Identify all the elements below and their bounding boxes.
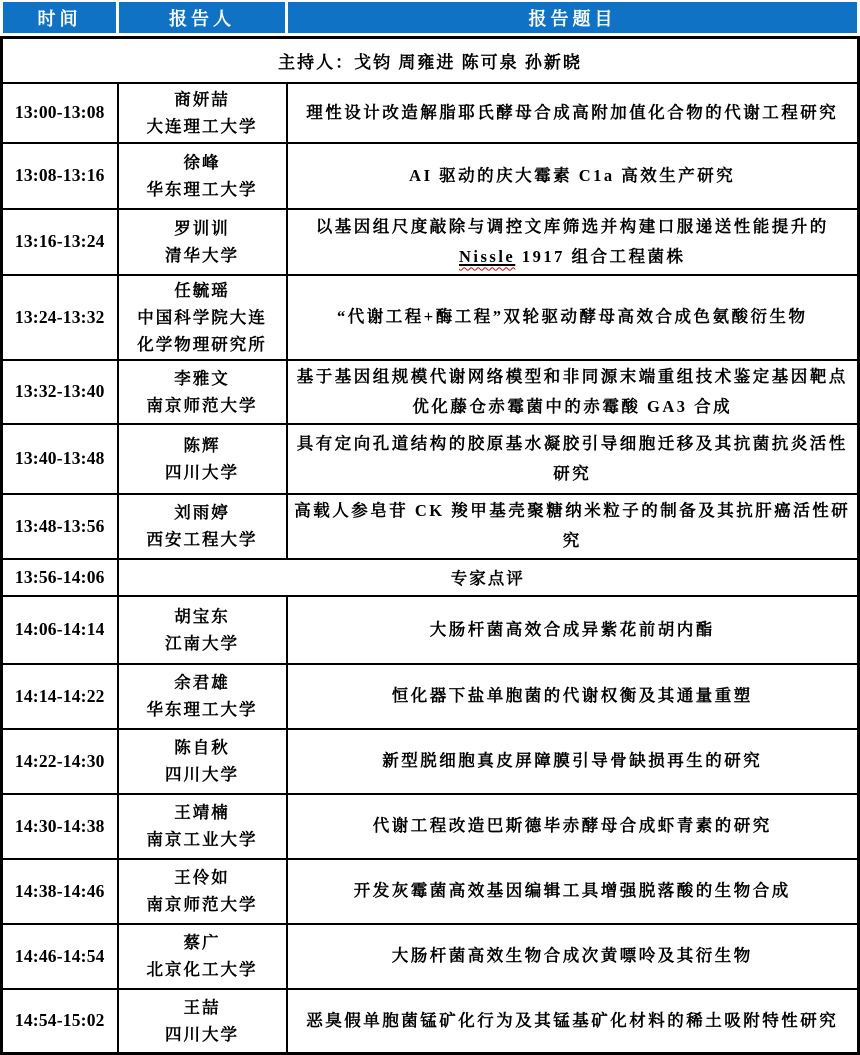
speaker-affiliation: 大连理工大学 bbox=[146, 116, 258, 136]
title-cell: 高载人参皂苷 CK 羧甲基壳聚糖纳米粒子的制备及其抗肝癌活性研究 bbox=[287, 494, 859, 559]
speaker-name: 任毓瑶 bbox=[174, 280, 230, 300]
schedule-row bbox=[2, 859, 859, 924]
time-cell: 13:40-13:48 bbox=[2, 424, 118, 494]
title-cell: 新型脱细胞真皮屏障膜引导骨缺损再生的研究 bbox=[287, 729, 859, 794]
speaker-cell bbox=[118, 424, 287, 494]
speaker-cell bbox=[118, 275, 287, 360]
time-cell: 14:54-15:02 bbox=[2, 989, 118, 1054]
speaker-affiliation: 四川大学 bbox=[165, 462, 239, 482]
title-cell: 理性设计改造解脂耶氏酵母合成高附加值化合物的代谢工程研究 bbox=[287, 83, 859, 143]
schedule-row bbox=[2, 83, 859, 143]
speaker-affiliation: 华东理工大学 bbox=[146, 700, 258, 719]
time-cell: 13:00-13:08 bbox=[2, 83, 118, 143]
speaker-affiliation: 南京师范大学 bbox=[146, 895, 258, 914]
time-cell: 13:16-13:24 bbox=[2, 209, 118, 275]
speaker-affiliation: 南京师范大学 bbox=[146, 395, 258, 415]
speaker-cell bbox=[118, 209, 287, 275]
speaker-name: 王伶如 bbox=[174, 868, 230, 887]
speaker-name: 王喆 bbox=[183, 997, 221, 1017]
speaker-name: 商妍喆 bbox=[174, 89, 230, 109]
speaker-cell bbox=[118, 794, 287, 859]
speaker-name: 胡宝东 bbox=[174, 606, 230, 626]
speaker-cell bbox=[118, 924, 287, 989]
schedule-row bbox=[2, 924, 859, 989]
speaker-name: 蔡广 bbox=[183, 933, 221, 952]
time-cell: 13:08-13:16 bbox=[2, 143, 118, 209]
schedule-row bbox=[2, 209, 859, 275]
time-cell: 13:56-14:06 bbox=[2, 559, 118, 596]
speaker-affiliation: 江南大学 bbox=[165, 633, 239, 653]
time-cell: 14:46-14:54 bbox=[2, 924, 118, 989]
time-cell: 14:06-14:14 bbox=[2, 596, 118, 664]
speaker-cell bbox=[118, 664, 287, 729]
title-cell: 以基因组尺度敲除与调控文库筛选并构建口服递送性能提升的 Nissle 1917 组合工程菌株 bbox=[287, 209, 859, 275]
time-cell: 14:22-14:30 bbox=[2, 729, 118, 794]
moderator-row bbox=[2, 38, 859, 83]
speaker-affiliation: 华东理工大学 bbox=[146, 179, 258, 199]
time-cell: 13:24-13:32 bbox=[2, 275, 118, 360]
speaker-cell bbox=[118, 989, 287, 1054]
conference-schedule-table bbox=[0, 36, 860, 1055]
speaker-affiliation: 西安工程大学 bbox=[146, 530, 258, 549]
schedule-row bbox=[2, 494, 859, 559]
title-cell: 大肠杆菌高效合成异紫花前胡内酯 bbox=[287, 596, 859, 664]
schedule-row bbox=[2, 989, 859, 1054]
speaker-cell bbox=[118, 729, 287, 794]
speaker-name: 陈辉 bbox=[183, 435, 221, 455]
time-cell: 14:30-14:38 bbox=[2, 794, 118, 859]
time-cell: 14:14-14:22 bbox=[2, 664, 118, 729]
title-cell: 开发灰霉菌高效基因编辑工具增强脱落酸的生物合成 bbox=[287, 859, 859, 924]
time-cell: 13:32-13:40 bbox=[2, 360, 118, 424]
column-header-title: 报告题目 bbox=[288, 2, 857, 33]
schedule-header-table bbox=[0, 0, 860, 35]
speaker-cell bbox=[118, 494, 287, 559]
speaker-name: 李雅文 bbox=[174, 368, 230, 388]
speaker-affiliation: 四川大学 bbox=[165, 765, 239, 784]
schedule-row bbox=[2, 143, 859, 209]
speaker-name: 陈自秋 bbox=[174, 738, 230, 757]
schedule-row bbox=[2, 275, 859, 360]
speaker-affiliation: 南京工业大学 bbox=[146, 830, 258, 849]
speaker-name: 徐峰 bbox=[183, 152, 221, 172]
time-cell: 13:48-13:56 bbox=[2, 494, 118, 559]
speaker-name: 罗训训 bbox=[174, 218, 230, 238]
schedule-row bbox=[2, 360, 859, 424]
title-cell: 恒化器下盐单胞菌的代谢权衡及其通量重塑 bbox=[287, 664, 859, 729]
schedule-row bbox=[2, 664, 859, 729]
speaker-affiliation: 清华大学 bbox=[165, 245, 239, 265]
schedule-row bbox=[2, 794, 859, 859]
schedule-row bbox=[2, 424, 859, 494]
speaker-cell bbox=[118, 143, 287, 209]
speaker-name: 刘雨婷 bbox=[174, 503, 230, 522]
time-cell: 14:38-14:46 bbox=[2, 859, 118, 924]
title-cell: 基于基因组规模代谢网络模型和非同源末端重组技术鉴定基因靶点优化藤仓赤霉菌中的赤霉酸 GA3 合成 bbox=[287, 360, 859, 424]
moderator-cell: 主持人：戈钧 周雍进 陈可泉 孙新晓 bbox=[2, 38, 859, 83]
speaker-affiliation: 四川大学 bbox=[165, 1024, 239, 1044]
spellcheck-squiggle-word: Nissle bbox=[459, 246, 516, 266]
title-cell: “代谢工程+酶工程”双轮驱动酵母高效合成色氨酸衍生物 bbox=[287, 275, 859, 360]
speaker-cell bbox=[118, 83, 287, 143]
expert-review-cell: 专家点评 bbox=[118, 559, 859, 596]
column-header-speaker: 报告人 bbox=[119, 2, 285, 33]
speaker-cell bbox=[118, 360, 287, 424]
schedule-row bbox=[2, 596, 859, 664]
title-cell: 大肠杆菌高效生物合成次黄嘌呤及其衍生物 bbox=[287, 924, 859, 989]
title-cell: 恶臭假单胞菌锰矿化行为及其锰基矿化材料的稀土吸附特性研究 bbox=[287, 989, 859, 1054]
speaker-affiliation: 中国科学院大连 bbox=[137, 307, 267, 327]
speaker-affiliation: 化学物理研究所 bbox=[137, 334, 267, 354]
speaker-affiliation: 北京化工大学 bbox=[146, 960, 258, 979]
speaker-cell bbox=[118, 859, 287, 924]
expert-review-row bbox=[2, 559, 859, 596]
speaker-name: 余君雄 bbox=[174, 673, 230, 692]
speaker-name: 王靖楠 bbox=[174, 803, 230, 822]
title-cell: 代谢工程改造巴斯德毕赤酵母合成虾青素的研究 bbox=[287, 794, 859, 859]
schedule-row bbox=[2, 729, 859, 794]
title-cell: 具有定向孔道结构的胶原基水凝胶引导细胞迁移及其抗菌抗炎活性研究 bbox=[287, 424, 859, 494]
speaker-cell bbox=[118, 596, 287, 664]
column-header-time: 时间 bbox=[3, 2, 116, 33]
title-cell: AI 驱动的庆大霉素 C1a 高效生产研究 bbox=[287, 143, 859, 209]
header-row bbox=[3, 2, 857, 33]
